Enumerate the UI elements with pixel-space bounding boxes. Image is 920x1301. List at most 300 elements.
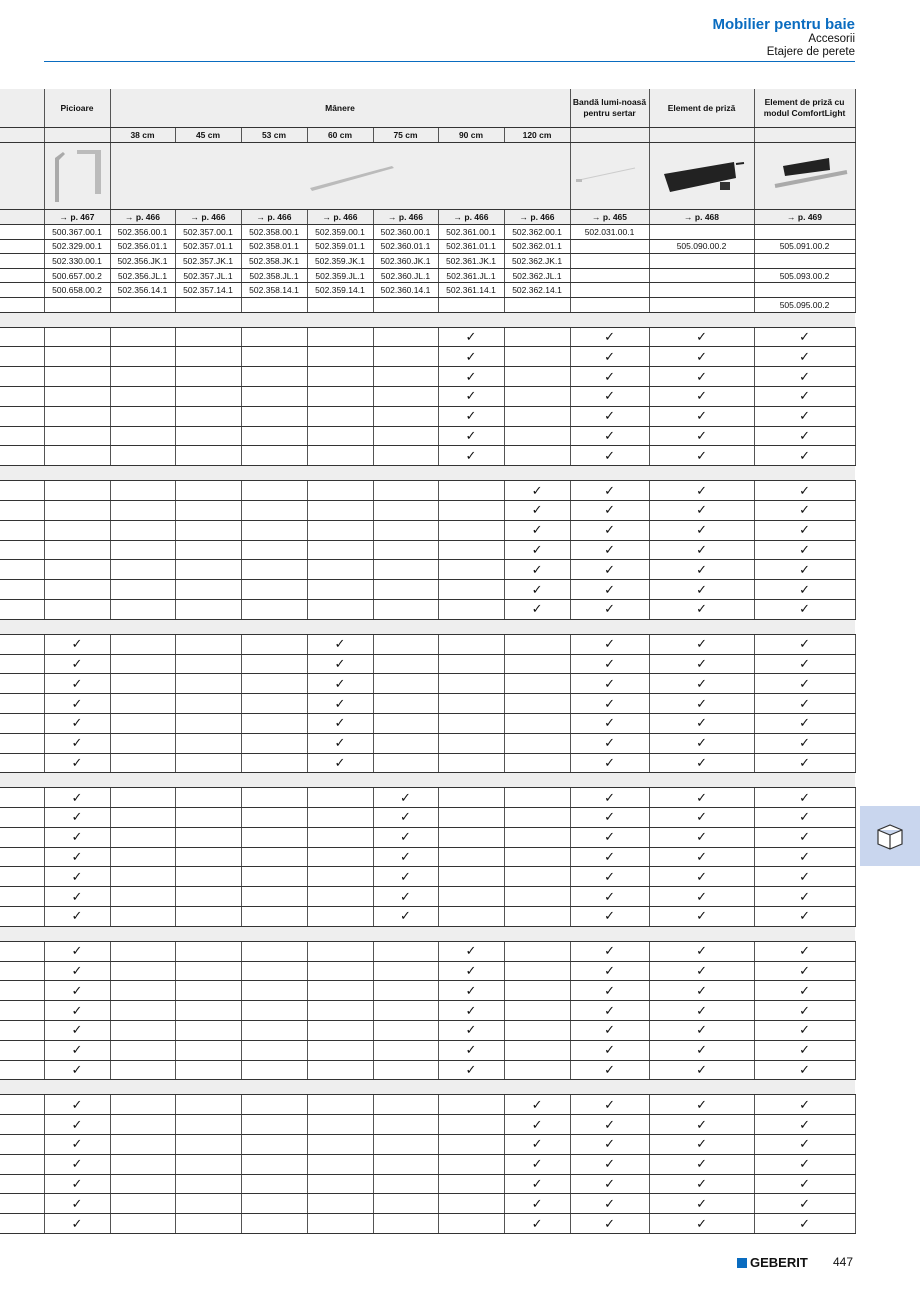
empty-cell bbox=[110, 961, 175, 981]
empty-cell bbox=[110, 347, 175, 367]
article-number bbox=[570, 239, 649, 254]
blank-cell bbox=[0, 89, 44, 128]
check-icon: ✓ bbox=[570, 1135, 649, 1155]
blank-cell bbox=[0, 520, 44, 540]
compatibility-row bbox=[0, 481, 855, 501]
empty-cell bbox=[175, 560, 241, 580]
check-icon: ✓ bbox=[570, 580, 649, 600]
article-number: 502.357.01.1 bbox=[175, 239, 241, 254]
check-icon: ✓ bbox=[307, 713, 373, 733]
empty-cell bbox=[307, 907, 373, 927]
legs-image bbox=[44, 143, 110, 210]
empty-cell bbox=[307, 941, 373, 961]
check-icon: ✓ bbox=[649, 367, 754, 387]
empty-cell bbox=[438, 1194, 504, 1214]
size-header: 53 cm bbox=[241, 128, 307, 143]
blank-cell bbox=[0, 694, 44, 714]
empty-cell bbox=[175, 981, 241, 1001]
empty-cell bbox=[373, 1135, 438, 1155]
empty-cell bbox=[241, 446, 307, 466]
compatibility-row bbox=[0, 713, 855, 733]
check-icon: ✓ bbox=[570, 1194, 649, 1214]
article-number: 502.358.14.1 bbox=[241, 283, 307, 298]
article-number bbox=[649, 283, 754, 298]
check-icon: ✓ bbox=[570, 540, 649, 560]
check-icon: ✓ bbox=[649, 580, 754, 600]
empty-cell bbox=[373, 1021, 438, 1041]
check-icon: ✓ bbox=[754, 327, 855, 347]
empty-cell bbox=[175, 327, 241, 347]
check-icon: ✓ bbox=[649, 907, 754, 927]
article-row bbox=[0, 239, 855, 254]
blank-cell bbox=[0, 1060, 44, 1080]
col-banda: Bandă lumi-noasă pentru sertar bbox=[570, 89, 649, 128]
empty-cell bbox=[504, 827, 570, 847]
empty-cell bbox=[307, 1040, 373, 1060]
empty-cell bbox=[175, 1194, 241, 1214]
empty-cell bbox=[175, 1060, 241, 1080]
article-number: 502.362.00.1 bbox=[504, 225, 570, 240]
check-icon: ✓ bbox=[438, 981, 504, 1001]
empty-cell bbox=[373, 634, 438, 654]
empty-cell bbox=[175, 1214, 241, 1234]
empty-cell bbox=[373, 386, 438, 406]
check-icon: ✓ bbox=[570, 827, 649, 847]
check-icon: ✓ bbox=[754, 1021, 855, 1041]
check-icon: ✓ bbox=[307, 694, 373, 714]
empty-cell bbox=[438, 1214, 504, 1234]
empty-cell bbox=[241, 367, 307, 387]
empty-cell bbox=[504, 788, 570, 808]
check-icon: ✓ bbox=[754, 847, 855, 867]
compatibility-row bbox=[0, 446, 855, 466]
empty-cell bbox=[241, 1040, 307, 1060]
empty-cell bbox=[438, 1154, 504, 1174]
check-icon: ✓ bbox=[44, 694, 110, 714]
check-icon: ✓ bbox=[754, 347, 855, 367]
compatibility-row bbox=[0, 426, 855, 446]
empty-cell bbox=[175, 386, 241, 406]
check-icon: ✓ bbox=[44, 1214, 110, 1234]
empty-cell bbox=[241, 1135, 307, 1155]
empty-cell bbox=[307, 788, 373, 808]
blank-cell bbox=[0, 446, 44, 466]
article-number: 502.362.JK.1 bbox=[504, 254, 570, 269]
empty-cell bbox=[373, 713, 438, 733]
empty-cell bbox=[438, 713, 504, 733]
compatibility-row bbox=[0, 654, 855, 674]
blank-cell bbox=[0, 225, 44, 240]
empty-cell bbox=[175, 500, 241, 520]
check-icon: ✓ bbox=[754, 1040, 855, 1060]
check-icon: ✓ bbox=[754, 887, 855, 907]
empty-cell bbox=[241, 941, 307, 961]
compatibility-row bbox=[0, 599, 855, 619]
check-icon: ✓ bbox=[754, 961, 855, 981]
check-icon: ✓ bbox=[649, 887, 754, 907]
empty-cell bbox=[438, 540, 504, 560]
check-icon: ✓ bbox=[44, 713, 110, 733]
page-reference[interactable]: → p. 466 bbox=[307, 210, 373, 225]
blank-cell bbox=[754, 128, 855, 143]
chapter-tab[interactable] bbox=[860, 806, 920, 866]
check-icon: ✓ bbox=[44, 1135, 110, 1155]
page-reference[interactable]: → p. 466 bbox=[438, 210, 504, 225]
article-number bbox=[570, 283, 649, 298]
empty-cell bbox=[373, 446, 438, 466]
check-icon: ✓ bbox=[570, 713, 649, 733]
check-icon: ✓ bbox=[649, 1095, 754, 1115]
check-icon: ✓ bbox=[754, 1001, 855, 1021]
page-reference[interactable]: → p. 466 bbox=[373, 210, 438, 225]
check-icon: ✓ bbox=[504, 540, 570, 560]
article-number: 502.360.00.1 bbox=[373, 225, 438, 240]
check-icon: ✓ bbox=[570, 1021, 649, 1041]
group-band bbox=[0, 773, 855, 788]
blank-cell bbox=[0, 1095, 44, 1115]
check-icon: ✓ bbox=[649, 981, 754, 1001]
compatibility-row bbox=[0, 1135, 855, 1155]
check-icon: ✓ bbox=[649, 426, 754, 446]
article-number bbox=[241, 297, 307, 312]
check-icon: ✓ bbox=[649, 941, 754, 961]
empty-cell bbox=[504, 406, 570, 426]
check-icon: ✓ bbox=[570, 1001, 649, 1021]
check-icon: ✓ bbox=[438, 426, 504, 446]
empty-cell bbox=[44, 347, 110, 367]
check-icon: ✓ bbox=[754, 1194, 855, 1214]
col-picioare: Picioare bbox=[44, 89, 110, 128]
blank-cell bbox=[0, 887, 44, 907]
check-icon: ✓ bbox=[307, 733, 373, 753]
check-icon: ✓ bbox=[649, 1115, 754, 1135]
empty-cell bbox=[504, 753, 570, 773]
check-icon: ✓ bbox=[649, 808, 754, 828]
compatibility-row bbox=[0, 1021, 855, 1041]
blank-cell bbox=[0, 327, 44, 347]
empty-cell bbox=[175, 520, 241, 540]
article-row bbox=[0, 283, 855, 298]
empty-cell bbox=[175, 654, 241, 674]
empty-cell bbox=[175, 1154, 241, 1174]
blank-cell bbox=[0, 981, 44, 1001]
check-icon: ✓ bbox=[44, 634, 110, 654]
blank-cell bbox=[0, 254, 44, 269]
empty-cell bbox=[307, 1214, 373, 1234]
check-icon: ✓ bbox=[570, 560, 649, 580]
check-icon: ✓ bbox=[754, 1060, 855, 1080]
article-number: 502.031.00.1 bbox=[570, 225, 649, 240]
check-icon: ✓ bbox=[570, 753, 649, 773]
check-icon: ✓ bbox=[504, 1095, 570, 1115]
compatibility-row bbox=[0, 1214, 855, 1234]
page-reference[interactable]: → p. 466 bbox=[504, 210, 570, 225]
blank-cell bbox=[0, 210, 44, 225]
check-icon: ✓ bbox=[754, 560, 855, 580]
check-icon: ✓ bbox=[44, 961, 110, 981]
blank-cell bbox=[0, 961, 44, 981]
empty-cell bbox=[504, 733, 570, 753]
check-icon: ✓ bbox=[438, 446, 504, 466]
page-reference[interactable]: → p. 465 bbox=[570, 210, 649, 225]
empty-cell bbox=[175, 867, 241, 887]
empty-cell bbox=[438, 1174, 504, 1194]
compatibility-row bbox=[0, 1001, 855, 1021]
empty-cell bbox=[110, 654, 175, 674]
empty-cell bbox=[307, 981, 373, 1001]
check-icon: ✓ bbox=[570, 327, 649, 347]
blank-cell bbox=[0, 1115, 44, 1135]
empty-cell bbox=[373, 674, 438, 694]
article-number: 500.367.00.1 bbox=[44, 225, 110, 240]
article-row bbox=[0, 225, 855, 240]
empty-cell bbox=[110, 599, 175, 619]
article-number bbox=[570, 297, 649, 312]
empty-cell bbox=[175, 907, 241, 927]
col-manere: Mânere bbox=[110, 89, 570, 128]
empty-cell bbox=[307, 1194, 373, 1214]
group-band bbox=[0, 466, 855, 481]
check-icon: ✓ bbox=[307, 654, 373, 674]
compatibility-row bbox=[0, 1115, 855, 1135]
article-number: 502.357.JL.1 bbox=[175, 268, 241, 283]
page-reference[interactable]: → p. 466 bbox=[110, 210, 175, 225]
empty-cell bbox=[504, 1001, 570, 1021]
check-icon: ✓ bbox=[570, 1154, 649, 1174]
empty-cell bbox=[307, 961, 373, 981]
group-separator bbox=[0, 466, 855, 481]
check-icon: ✓ bbox=[754, 733, 855, 753]
page-reference[interactable]: → p. 466 bbox=[241, 210, 307, 225]
section-subtitle: Accesorii bbox=[808, 33, 855, 45]
article-number bbox=[175, 297, 241, 312]
check-icon: ✓ bbox=[307, 753, 373, 773]
check-icon: ✓ bbox=[504, 1194, 570, 1214]
check-icon: ✓ bbox=[570, 1095, 649, 1115]
empty-cell bbox=[175, 753, 241, 773]
socket-element-image bbox=[649, 143, 754, 210]
blank-cell bbox=[0, 426, 44, 446]
empty-cell bbox=[110, 560, 175, 580]
handle-image bbox=[110, 143, 570, 210]
empty-cell bbox=[504, 694, 570, 714]
empty-cell bbox=[175, 599, 241, 619]
empty-cell bbox=[175, 713, 241, 733]
check-icon: ✓ bbox=[438, 347, 504, 367]
page-reference[interactable]: → p. 466 bbox=[175, 210, 241, 225]
empty-cell bbox=[241, 1214, 307, 1234]
empty-cell bbox=[44, 386, 110, 406]
check-icon: ✓ bbox=[44, 827, 110, 847]
article-number: 502.357.14.1 bbox=[175, 283, 241, 298]
blank-cell bbox=[0, 580, 44, 600]
empty-cell bbox=[110, 1194, 175, 1214]
empty-cell bbox=[438, 788, 504, 808]
empty-cell bbox=[241, 733, 307, 753]
blank-cell bbox=[0, 1135, 44, 1155]
empty-cell bbox=[307, 500, 373, 520]
empty-cell bbox=[504, 367, 570, 387]
page-reference[interactable]: → p. 468 bbox=[649, 210, 754, 225]
check-icon: ✓ bbox=[504, 580, 570, 600]
empty-cell bbox=[373, 481, 438, 501]
empty-cell bbox=[504, 327, 570, 347]
empty-cell bbox=[307, 347, 373, 367]
check-icon: ✓ bbox=[649, 788, 754, 808]
article-number bbox=[649, 254, 754, 269]
empty-cell bbox=[241, 634, 307, 654]
light-strip-image bbox=[570, 143, 649, 210]
empty-cell bbox=[241, 867, 307, 887]
blank-cell bbox=[0, 733, 44, 753]
empty-cell bbox=[307, 406, 373, 426]
group-band bbox=[0, 926, 855, 941]
empty-cell bbox=[241, 753, 307, 773]
group-band bbox=[0, 312, 855, 327]
check-icon: ✓ bbox=[44, 867, 110, 887]
section-subtitle-2: Etajere de perete bbox=[766, 46, 855, 58]
compatibility-row bbox=[0, 580, 855, 600]
check-icon: ✓ bbox=[373, 867, 438, 887]
check-icon: ✓ bbox=[649, 847, 754, 867]
check-icon: ✓ bbox=[649, 560, 754, 580]
check-icon: ✓ bbox=[649, 347, 754, 367]
empty-cell bbox=[504, 1021, 570, 1041]
empty-cell bbox=[373, 599, 438, 619]
empty-cell bbox=[307, 1174, 373, 1194]
page-reference[interactable]: → p. 467 bbox=[44, 210, 110, 225]
check-icon: ✓ bbox=[44, 733, 110, 753]
check-icon: ✓ bbox=[649, 1040, 754, 1060]
blank-cell bbox=[0, 1194, 44, 1214]
logo-square-icon bbox=[737, 1258, 747, 1268]
empty-cell bbox=[373, 654, 438, 674]
empty-cell bbox=[110, 500, 175, 520]
empty-cell bbox=[307, 481, 373, 501]
compatibility-row bbox=[0, 674, 855, 694]
article-number: 502.330.00.1 bbox=[44, 254, 110, 269]
empty-cell bbox=[110, 733, 175, 753]
empty-cell bbox=[504, 907, 570, 927]
page-reference[interactable]: → p. 469 bbox=[754, 210, 855, 225]
empty-cell bbox=[241, 713, 307, 733]
empty-cell bbox=[110, 867, 175, 887]
group-band bbox=[0, 619, 855, 634]
blank-cell bbox=[0, 367, 44, 387]
compatibility-row bbox=[0, 867, 855, 887]
article-number bbox=[373, 297, 438, 312]
empty-cell bbox=[110, 1214, 175, 1234]
blank-cell bbox=[0, 654, 44, 674]
empty-cell bbox=[110, 887, 175, 907]
empty-cell bbox=[241, 788, 307, 808]
check-icon: ✓ bbox=[570, 847, 649, 867]
article-number: 502.361.JK.1 bbox=[438, 254, 504, 269]
empty-cell bbox=[504, 867, 570, 887]
empty-cell bbox=[504, 713, 570, 733]
empty-cell bbox=[504, 426, 570, 446]
blank-cell bbox=[0, 713, 44, 733]
empty-cell bbox=[110, 386, 175, 406]
empty-cell bbox=[438, 1095, 504, 1115]
check-icon: ✓ bbox=[754, 481, 855, 501]
empty-cell bbox=[504, 634, 570, 654]
blank-cell bbox=[0, 867, 44, 887]
empty-cell bbox=[241, 500, 307, 520]
empty-cell bbox=[110, 1001, 175, 1021]
check-icon: ✓ bbox=[504, 599, 570, 619]
compatibility-row bbox=[0, 827, 855, 847]
check-icon: ✓ bbox=[649, 1154, 754, 1174]
empty-cell bbox=[175, 634, 241, 654]
empty-cell bbox=[307, 1021, 373, 1041]
compatibility-row bbox=[0, 386, 855, 406]
empty-cell bbox=[241, 540, 307, 560]
check-icon: ✓ bbox=[570, 500, 649, 520]
empty-cell bbox=[110, 367, 175, 387]
check-icon: ✓ bbox=[649, 674, 754, 694]
check-icon: ✓ bbox=[438, 327, 504, 347]
size-header: 75 cm bbox=[373, 128, 438, 143]
empty-cell bbox=[110, 481, 175, 501]
empty-cell bbox=[504, 1060, 570, 1080]
article-number: 502.359.14.1 bbox=[307, 283, 373, 298]
check-icon: ✓ bbox=[570, 1060, 649, 1080]
empty-cell bbox=[307, 386, 373, 406]
empty-cell bbox=[110, 808, 175, 828]
empty-cell bbox=[307, 1001, 373, 1021]
blank-cell bbox=[0, 808, 44, 828]
check-icon: ✓ bbox=[649, 1214, 754, 1234]
empty-cell bbox=[44, 446, 110, 466]
check-icon: ✓ bbox=[438, 1001, 504, 1021]
blank-cell bbox=[0, 1021, 44, 1041]
check-icon: ✓ bbox=[438, 1060, 504, 1080]
empty-cell bbox=[175, 827, 241, 847]
check-icon: ✓ bbox=[570, 867, 649, 887]
check-icon: ✓ bbox=[754, 981, 855, 1001]
check-icon: ✓ bbox=[570, 887, 649, 907]
empty-cell bbox=[110, 674, 175, 694]
empty-cell bbox=[438, 520, 504, 540]
empty-cell bbox=[307, 520, 373, 540]
check-icon: ✓ bbox=[649, 961, 754, 981]
check-icon: ✓ bbox=[44, 941, 110, 961]
check-icon: ✓ bbox=[754, 634, 855, 654]
empty-cell bbox=[110, 1135, 175, 1155]
check-icon: ✓ bbox=[649, 654, 754, 674]
check-icon: ✓ bbox=[570, 733, 649, 753]
blank-cell bbox=[0, 1001, 44, 1021]
empty-cell bbox=[241, 520, 307, 540]
empty-cell bbox=[373, 941, 438, 961]
check-icon: ✓ bbox=[649, 1021, 754, 1041]
article-number bbox=[754, 283, 855, 298]
check-icon: ✓ bbox=[649, 599, 754, 619]
compatibility-row bbox=[0, 327, 855, 347]
empty-cell bbox=[504, 674, 570, 694]
empty-cell bbox=[241, 1194, 307, 1214]
empty-cell bbox=[241, 654, 307, 674]
check-icon: ✓ bbox=[44, 788, 110, 808]
empty-cell bbox=[110, 520, 175, 540]
check-icon: ✓ bbox=[570, 426, 649, 446]
empty-cell bbox=[373, 1214, 438, 1234]
article-number: 502.359.JK.1 bbox=[307, 254, 373, 269]
empty-cell bbox=[307, 580, 373, 600]
article-number: 502.357.00.1 bbox=[175, 225, 241, 240]
check-icon: ✓ bbox=[754, 540, 855, 560]
